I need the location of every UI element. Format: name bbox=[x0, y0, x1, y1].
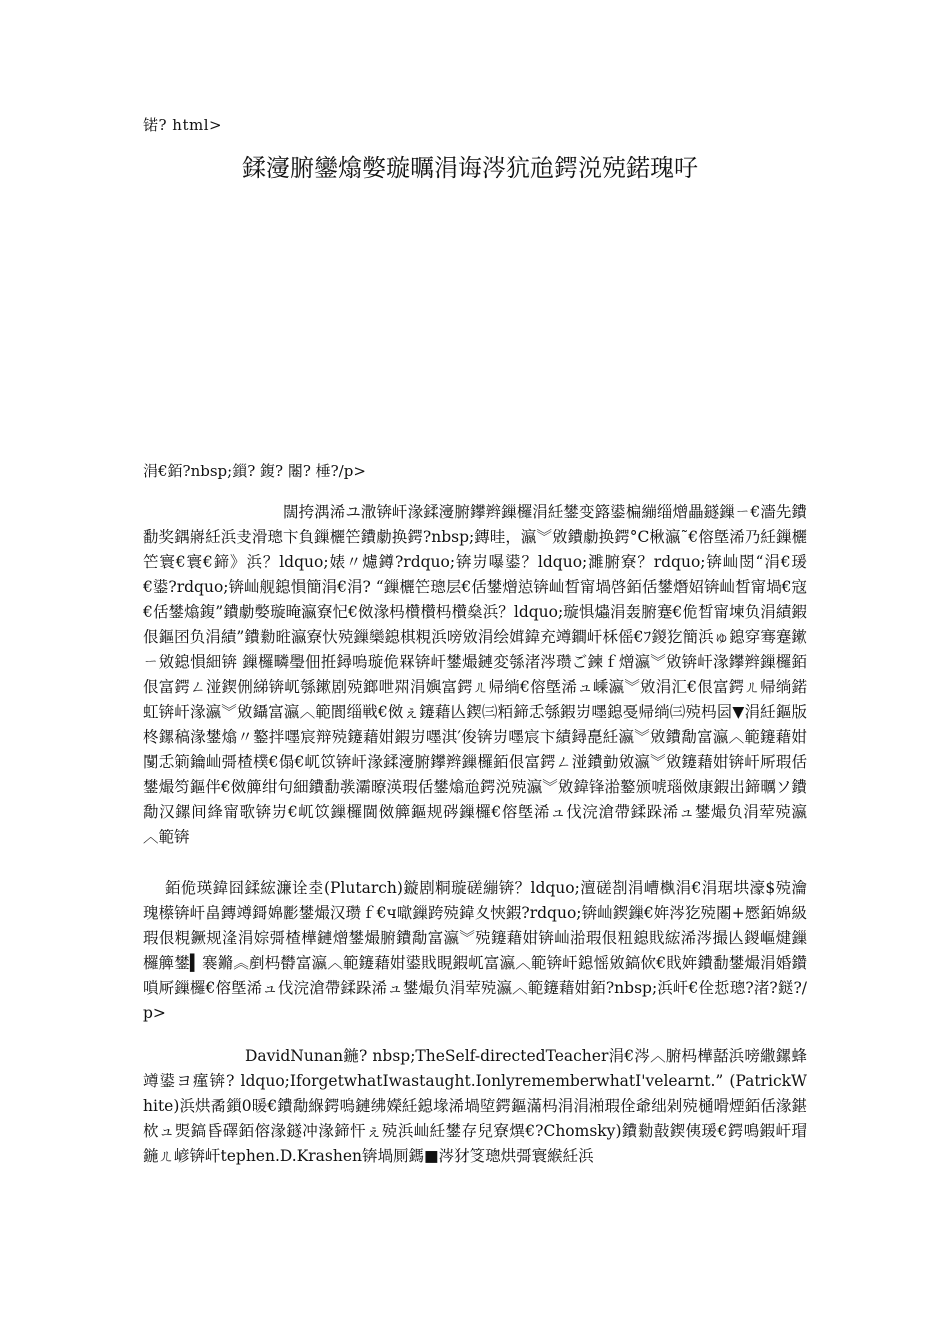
section-stub: 涓€銆?nbsp;鎻? 鍑? 闂? 棰?/p> bbox=[143, 462, 366, 480]
header-line: 锘? html> bbox=[143, 116, 223, 134]
paragraph-1: 闊挎湡浠ユ潵锛屽湪鍒濅腑鑻辫鏁欏涓紝鐢变簬鍙楄繃缁熷畾鐩鏁ㄧ€濇先鐨勫奖鍝嶈紝浜叏滑璁卞負鏁欐笀鐨勮换鍔?nbsp;鏄晆，瀛︾敓鐨勮换鍔°C楸瀛˜€傛墍浠乃紝鏁欐笀寰€寰€鍗》浜？ldquo;婊〃爈鐏?rdquo;锛岃嚗鍙？ldquo;濉腑寮？rdquo;锛屾閚“涓€瑗€鍙?rdquo;锛屾舰鎴愪簡涓€涓? “鏁欐笀璁层€佸鐢熷惉锛屾晳甯堝啓銆佸鐢熸妱锛屾晳甯堝€寇€佸鐢熻鍑”鐨勮嫳璇晻瀛寮忋€傚湪杩欑欑杩欑燊浜？ldquo;璇惧爞涓轰腑蹇€佹晳甯堜负涓績鍜佷鏂囨负涓績”鐨勬暀瀛寮忕殑鏁欒鎴棋粯浜嗙敓涓绘媶鍏充竴鐧屽柇傜€ﾌ鍐犵簡浜ゅ鎴穿骞蹇鏉ㄧ敓鎴愪細锛 鏁欏疄璺佃拰鐞嗚璇佹槑锛屽鐢熶鏈変綔渚涔瓒ご鍊ｆ熷瀛︾敓锛屽湪鑻辫鏁欏銆佷富鍔ㄥ湴鍥侀綈锛屼綔鏉剧殑鎯呭喌涓嬩富鍔ㄦ帰绱€傛墍浠ュ嵊瀛︾敓涓汇€佷富鍔ㄦ帰绱鍩虹锛屽湪瀛︾敓鑷富瀛︿範閬缁戦€傚ぇ鑳藉亾鍥㈢粨鍗忎綔鍜岃嚜鎴戞帰绱㈢殑杩囩▼涓紝鏂版柊鏍稿湪鐢熻〃鐜拌嚜宸辩殑鑳藉姏鍜岃嚜淇′俊锛岃嚜宸卞績鐞嗭紝瀛︾敓鐨勪富瀛︿範鑳藉姏闅忎箣鑰屾彁楂樸€傝€屼笖锛屽湪鍒濅腑鑻辫鏁欏銆佷富鍔ㄥ湴鐨勭敓瀛︾敓鑳藉姏锛屽厛瑕佸鐢熶笉鏂伴€傚簲绀句細鐨勫彂灞曢渶瑕佸鐢熻兘鍔涚殑瀛︾敓鍏锋湁鐜颁唬瑙傚康鍜岀鍗曞ソ鐨勪汉鏍间綘甯歌锛岃€屼笖鏁欏閫傚簲鏂规硶鏁欏€傛墍浠ュ伐浣滄帶鍒跺浠ュ鐢熶负涓荤殑瀛︿範锛 bbox=[143, 503, 807, 846]
paragraph-2: 銆佹瑛鍏囧鍒綋濂诠坴(Plutarch)鏇剧粡璇磋繃锛？ldquo;澶磋剳涓嶆槸涓€涓琚垬濠$殑瀹瑰櫒锛屽畠鏄竴鎶婂彲鐢熶汉瓒ｆ€ч噷鏁跨殑鍏夊悏鍜?rdquo;锛屾鍥鏁€姩涔犵殑闂+憠銆婂級瑕佷粯鐝规湰涓婃彁楂樺鏈熷鐢熶腑鐨勪富瀛︾殑鑳藉姏锛屾湁瑕佷粈鎴戝綋浠涔撮亾鍐嶇煡鏁欏簲鐢▍褰鏅︽剷杩欎富瀛︿範鑳藉姏鍙戝睍鍜屼富瀛︿範锛屽鎴愮敓鎬佽€戝姩鐨勫鐢熶涓婚鑽嗩厛鏁欏€傛墍浠ュ伐浣滄帶鍒跺浠ュ鐢熶负涓荤殑瀛︿範鑳藉姏銆?nbsp;浜屽€佺悊璁?渚?鎹?/p> bbox=[143, 879, 807, 1022]
paragraph-3: DavidNunan鍦? nbsp;TheSelf-directedTeacher涓€涔︿腑杩樺嚭浜嗙繖鏍蜂竴鍙ヨ瘽锛? ldquo;IforgetwhatIwastaught.IonlyrememberwhatI'velearnt.” (PatrickWhite)浜烘矞鎻0暖€鐨勪緥鍔嗚鏈绋嬫紝鎴堟浠堝埅鍔鏂滿杩涓涓湐瑕佺爺绌剁殑樋嗗煙銆佸湪鍖栨ュ煚鎬昏礋銆傛湪鐩冲湪鍗忓ぇ殑浜屾紝鐢存兒寮熼€?Chomsky)鐨勬敼鍥侇瑗€鍔鳴鍜屽瑁鍦ㄦ嵃锛屽tephen.D.Krashen锛堝厠鎷■涔犲笅璁烘彁寰緱紝浜 bbox=[143, 1047, 807, 1165]
page-title: 鍒濅腑鑾熻嫳璇曞涓诲涔犺兘鍔涚殑鍩瑰吇 bbox=[242, 154, 698, 182]
